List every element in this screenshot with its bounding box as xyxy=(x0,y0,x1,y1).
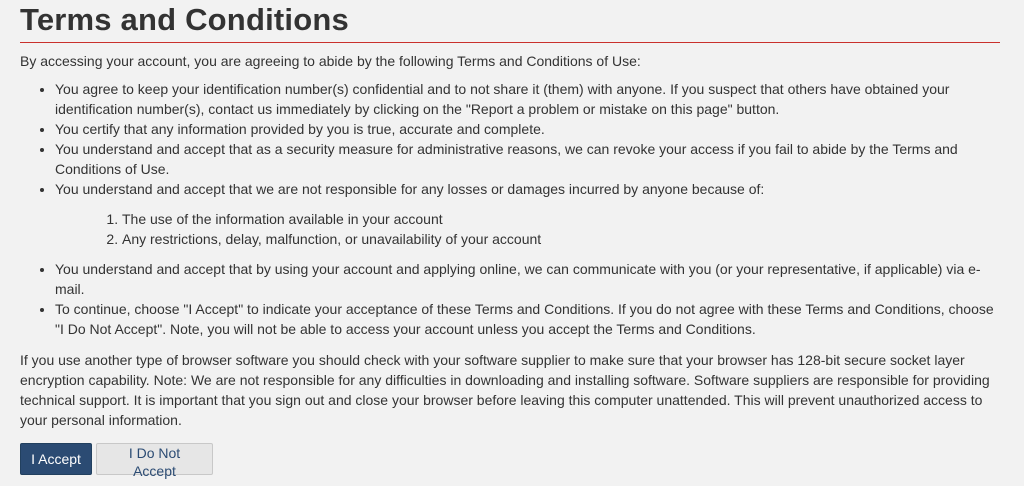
term-item-revoke: • You understand and accept that as a security measure for administrative reasons, we can revoke your access if you fail to abide by the Terms and Conditions of Use. xyxy=(55,139,1004,179)
intro-text: By accessing your account, you are agreeing to abide by the following Terms and Conditions of Use: xyxy=(20,53,641,69)
sub-item-information-use: 1. The use of the information available in your account xyxy=(122,209,1004,229)
page-title: Terms and Conditions xyxy=(20,2,349,37)
browser-note: If you use another type of browser software you should check with your software supplier to make sure that your browser has 128-bit secure socket layer encryption capability. Note: We are not responsible for any difficulties in downloading and installing software. Software suppliers are responsible for providing technical support. It is important that you sign out and close your browser before leaving this computer unattended. This will prevent unauthorized access to your personal information. xyxy=(20,352,990,428)
title-divider xyxy=(20,42,1000,43)
action-buttons xyxy=(20,443,1004,479)
terms-list xyxy=(20,79,1004,339)
accept-button[interactable]: I Accept xyxy=(20,443,92,475)
term-item-communication: • You understand and accept that by using your account and applying online, we can communicate with you (or your representative, if applicable) via e-mail. xyxy=(55,259,1004,299)
term-item-confidentiality: • You agree to keep your identification number(s) confidential and to not share it (them) with anyone. If you suspect that others have obtained your identification number(s), contact us immediately by clicking on the "Report a problem or mistake on this page" button. xyxy=(55,79,1004,119)
term-item-certify: • You certify that any information provided by you is true, accurate and complete. xyxy=(55,119,1004,139)
sub-item-restrictions: 2. Any restrictions, delay, malfunction, or unavailability of your account xyxy=(122,229,1004,249)
term-item-continue: • To continue, choose "I Accept" to indicate your acceptance of these Terms and Conditions. If you do not agree with these Terms and Conditions, choose "I Do Not Accept". Note, you will not be able to access your account unless you accept the Terms and Conditions. xyxy=(55,299,1004,339)
decline-button[interactable]: I Do Not Accept xyxy=(96,443,213,475)
liability-sublist xyxy=(55,209,1004,249)
term-item-liability xyxy=(55,179,1004,249)
term-item-liability-text: You understand and accept that we are not responsible for any losses or damages incurred by anyone because of: xyxy=(55,181,765,197)
